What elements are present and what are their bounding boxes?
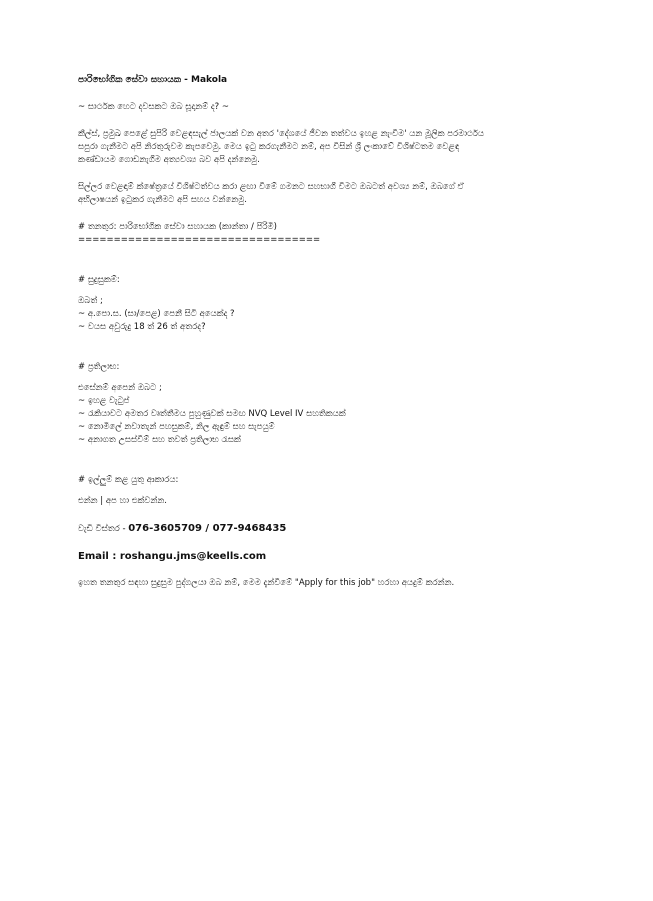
benefits-intro: එසේනම් අපෙන් ඔබට ; (78, 383, 162, 393)
invite-paragraph (78, 181, 618, 207)
divider: ================================== (78, 235, 321, 245)
intro-paragraph (78, 128, 618, 167)
invite-line: සිල්ලර වෙළඳාම් ක්ෂේත්‍රයේ විශිෂ්ටත්වය කරා ළඟා වීමේ ගමනට සහභාගී වීමට ඔබටත් අවශ්‍ය නම්, ඔබගේ ඒ (78, 182, 464, 192)
email-label: Email : (78, 551, 120, 562)
document-body (78, 74, 618, 590)
footer-text: ඉහත තනතුර සඳහා සුදුසුම පුද්ගලයා ඔබ නම්, මෙම දැන්වීමේ (78, 578, 295, 588)
list-item: ~ ඉහළ වැටුප් (78, 396, 130, 406)
qualifications-intro: ඔබත් ; (78, 296, 103, 306)
email-line (78, 550, 618, 563)
intro-line: සපුරා ගැනීමට අපි නිරතුරුවම කැපවෙමු. මෙය ඉටු කරගැනීමට නම්, අප විසින් ශ්‍රී ලංකාවේ විශිෂ්ටතම වෙළඳ (78, 142, 460, 152)
list-item: ~ නොමිලේ නවාතැන් පහසුකම්, නිල ඇඳුම් සහ සැපයුම් (78, 422, 275, 432)
job-title: පාරිභෝගික සේවා සහායක - Makola (78, 75, 228, 85)
benefits-heading: # ප්‍රතිලාභ: (78, 362, 120, 372)
footer-note (78, 577, 618, 590)
intro-line: කණ්ඩායම ගොඩනැගීම අත්‍යවශ්‍ය බව අපි දන්නෙමු. (78, 155, 260, 165)
contact-line (78, 522, 618, 536)
list-item: ~ අ.පො.ස. (සා/පෙළ) පෙනී සිටි අයෙක්ද ? (78, 309, 235, 319)
list-item: ~ අනාගත උසස්වීම් සහ තවත් ප්‍රතිලාභ රැසක් (78, 435, 241, 445)
apply-text: එන්න | අප හා එක්වන්න. (78, 496, 167, 506)
email-link[interactable]: roshangu.jms@keells.com (119, 551, 267, 562)
footer-text: හරහා අයදුම් කරන්න. (374, 578, 455, 588)
intro-line: කීල්ස්, ප්‍රමුඛ පෙළේ සුපිරි වෙළඳසැල් ජාලයක් වන අතර 'දේශයේ ජීවන තත්වය ඉහළ නැංවීම' යන මූලික පරමාර්ථය (78, 129, 484, 139)
contact-label: වැඩි විස්තර - (78, 524, 129, 534)
position-heading: # තනතුර: පාරිභෝගික සේවා සහායක (කාන්තා / පිරිමි) (78, 222, 277, 232)
contact-numbers: 076-3605709 / 077-9468435 (128, 523, 287, 534)
qualifications-heading: # සුදුසුකම්: (78, 275, 120, 285)
list-item: ~ රැකියාවට අමතර වෘත්තීමය පුහුණුවක් සමඟ NVQ Level IV සහතිකයක් (78, 409, 346, 419)
tagline: ~ සාර්ථක හෙට දවසකට ඔබ සූදානම් ද? ~ (78, 102, 230, 112)
apply-heading: # ඉල්ලුම් කළ යුතු ආකාරය: (78, 475, 179, 485)
invite-line: අභිලාෂයන් ඉටුකර ගැනීමට අපි සහය වන්නෙමු. (78, 195, 247, 205)
list-item: ~ වයස අවුරුදු 18 ත් 26 ත් අතරද? (78, 322, 206, 332)
apply-for-this-job-text: "Apply for this job" (294, 578, 375, 588)
